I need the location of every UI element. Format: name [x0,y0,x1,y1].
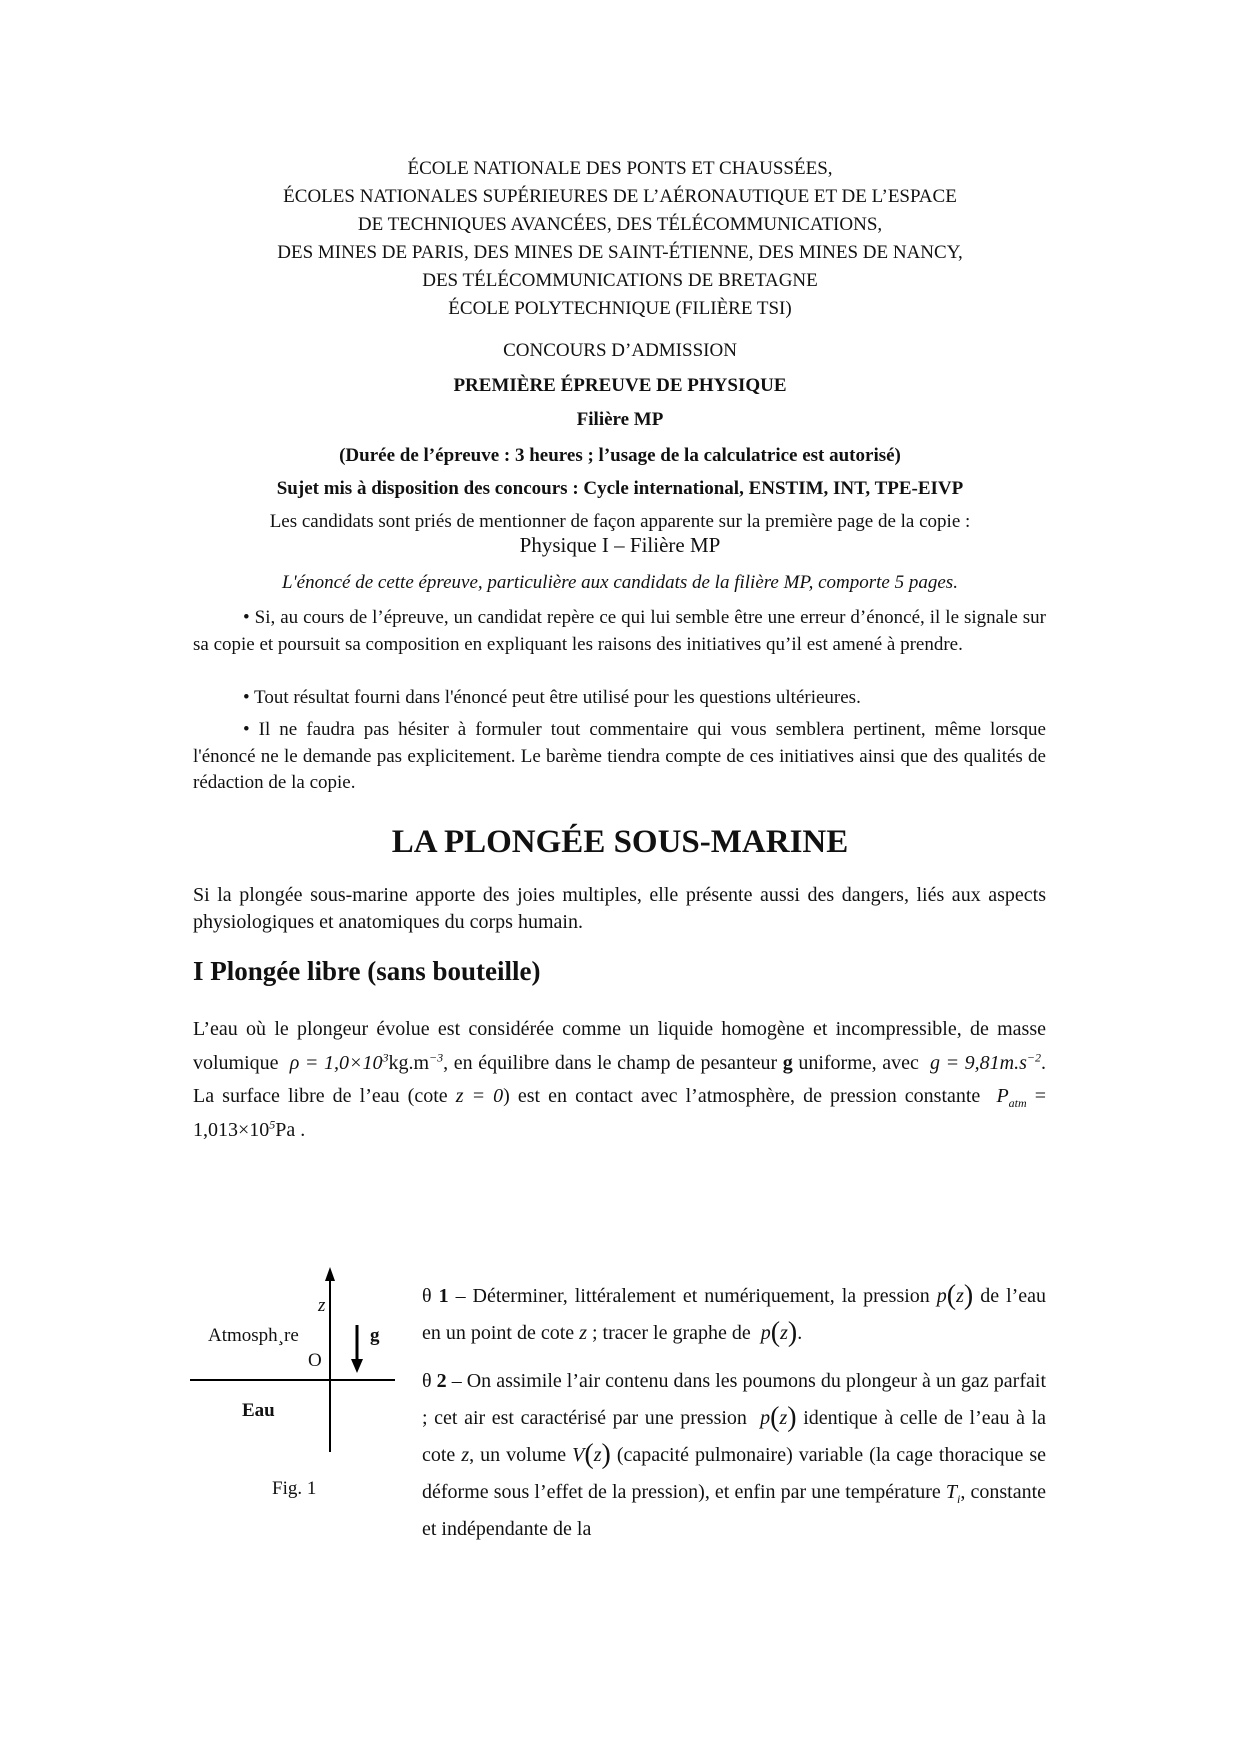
t-i: $T_i$ [945,1481,961,1506]
question-number: 1 [438,1285,449,1307]
section-title: I Plongée libre (sans bouteille) [193,956,541,986]
p-of-z: p(z) [760,1317,798,1348]
atmosphere-label: Atmosph¸re [208,1325,299,1346]
intro-paragraph: Si la plongée sous-marine apporte des joies multiples, elle présente aussi des dangers, liés aux aspects physiologiques et anatomiques du corps humain. [193,884,1046,933]
enonce-note: L'énoncé de cette épreuve, particulière aux candidats de la filière MP, comporte 5 pages. [282,572,958,593]
question-1: θ 1 – Déterminer, littéralement et numériquement, la pression p(z) de l’eau en un point de cote z ; tracer le graphe de p(z). [422,1280,1047,1348]
water-label: Eau [242,1400,275,1421]
origin-label: O [308,1350,322,1371]
theta-marker: θ [422,1285,432,1307]
header-line: ÉCOLES NATIONALES SUPÉRIEURES DE L’AÉRONAUTIQUE ET DE L’ESPACE [283,186,957,207]
figure-1 [190,1265,410,1505]
axis-diagram [190,1265,410,1505]
z0-formula: z = 0 [455,1085,504,1107]
header-line: DES TÉLÉCOMMUNICATIONS DE BRETAGNE [422,270,818,291]
g-vector: g [782,1051,793,1074]
theta-marker: θ [422,1370,432,1392]
g-label: g [370,1325,380,1346]
section1-paragraph: L’eau où le plongeur évolue est considérée comme un liquide homogène et incompressible, de masse volumique $\rho = 1,0\times 10^3kg.m^{-3}$, en équilibre dans le champ de pesanteur g uniforme, avec $g = 9,81m.s^{-2}$. La surface libre de l’eau (cote z = 0) est en contact avec l’atmosphère, de pression constante $P_{atm} = 1,013\times 10^5Pa$ . [193,1018,1047,1141]
mention-intro: Les candidats sont priés de mentionner de façon apparente sur la première page de la copie : [269,511,971,532]
duree-note: (Durée de l’épreuve : 3 heures ; l’usage de la calculatrice est autorisé) [339,445,901,466]
instruction-bullet: • Tout résultat fourni dans l'énoncé peut être utilisé pour les questions ultérieures. [243,687,861,708]
header-line: DES MINES DE PARIS, DES MINES DE SAINT-ÉTIENNE, DES MINES DE NANCY, [277,242,963,263]
patm-formula: $P_{atm} = 1,013\times 10^5Pa$ . [193,1085,1047,1141]
p-of-z: p(z) [936,1280,974,1311]
header-line: ÉCOLE NATIONALE DES PONTS ET CHAUSSÉES, [407,158,833,179]
question-number: 2 [436,1370,447,1392]
instruction-bullet: • Si, au cours de l’épreuve, un candidat repère ce qui lui semble être une erreur d’énoncé, il le signale sur sa copie et poursuit sa composition en expliquant les raisons des initiatives qu’il est amené à prendre. [193,607,1046,655]
question-2: θ 2 – On assimile l’air contenu dans les poumons du plongeur à un gaz parfait ; cet air est caractérisé par une pression p(z) identique à celle de l’eau à la cote z, un volume V(z) (capacité pulmonaire) variable (la cage thoracique se déforme sous l’effet de la pression), et enfin par une température $T_i$, constante et indépendante de la [422,1370,1047,1540]
header-line: ÉCOLE POLYTECHNIQUE (FILIÈRE TSI) [448,298,792,319]
concours-label: CONCOURS D’ADMISSION [503,340,737,361]
epreuve-title: PREMIÈRE ÉPREUVE DE PHYSIQUE [453,375,787,396]
v-of-z: V(z) [572,1439,611,1470]
rho-formula: $\rho = 1,0\times 10^3kg.m^{-3}$ [289,1049,444,1074]
instruction-bullet: • Il ne faudra pas hésiter à formuler tout commentaire qui vous semblera pertinent, même lorsque l'énoncé ne le demande pas explicitement. Le barème tiendra compte de ces initiatives ainsi que des qualités de rédaction de la copie. [193,719,1046,793]
sujet-note: Sujet mis à disposition des concours : Cycle international, ENSTIM, INT, TPE-EIVP [276,478,964,499]
filiere-label: Filière MP [576,409,664,430]
z-axis-label: z [318,1295,326,1316]
figure-caption: Fig. 1 [272,1478,317,1499]
mention-title: Physique I – Filière MP [519,533,721,557]
header-line: DE TECHNIQUES AVANCÉES, DES TÉLÉCOMMUNICATIONS, [357,214,883,235]
g-formula: $g = 9,81m.s^{-2}$ [930,1049,1042,1074]
p-of-z: p(z) [760,1402,797,1433]
main-title: LA PLONGÉE SOUS-MARINE [391,824,849,860]
